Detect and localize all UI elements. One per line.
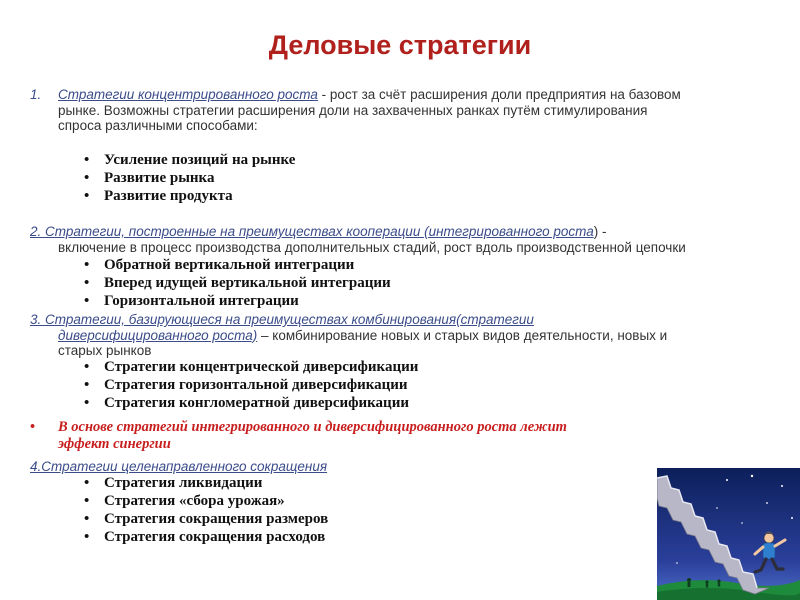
list-item: • Усиление позиций на рынке — [104, 151, 295, 169]
section-2-tail: ) - — [593, 224, 607, 239]
page-title: Деловые стратегии — [268, 30, 532, 60]
section-4-header: 4.Стратегии целенаправленного сокращения — [30, 459, 328, 474]
section-2-list — [104, 256, 391, 310]
section-3-text-1: – комбинирование новых и старых видов деятельности, новых и — [257, 327, 668, 343]
section-1-text-3: спроса различными способами: — [58, 118, 258, 133]
list-item: • Развитие рынка — [104, 169, 295, 187]
synergy-bullet: • — [30, 419, 36, 435]
section-3-list — [104, 358, 418, 412]
section-3 — [30, 312, 775, 359]
section-3-header-1: 3. Стратегии, базирующиеся на преимуществах комбинирования(стратегии — [30, 312, 534, 327]
synergy-line-1: В основе стратегий интегрированного и диверсифицированного роста лежит — [58, 419, 567, 435]
list-item: • Стратегия «сбора урожая» — [104, 492, 328, 510]
section-3-text-2: старых рынков — [58, 343, 152, 358]
list-item: • Стратегии концентрической диверсификации — [104, 358, 418, 376]
list-item: • Стратегия горизонтальной диверсификации — [104, 376, 418, 394]
list-item: • Стратегия сокращения расходов — [104, 528, 328, 546]
list-item: • Стратегия ликвидации — [104, 474, 328, 492]
section-2-text: включение в процесс производства дополнительных стадий, рост вдоль производственной цепочки — [58, 239, 686, 255]
section-1-text-2: рынке. Возможны стратегии расширения доли на захваченных ранках путём стимулирования — [58, 102, 648, 118]
section-1-number: 1. — [30, 87, 42, 102]
section-3-header-2: диверсифицированного роста) — [58, 327, 258, 343]
list-item: • Обратной вертикальной интеграции — [104, 256, 391, 274]
list-item: • Стратегия сокращения размеров — [104, 510, 328, 528]
section-1 — [30, 87, 775, 134]
section-1-header: Стратегии концентрированного роста — [58, 87, 318, 102]
section-4-list — [104, 474, 328, 546]
list-item: • Стратегия конгломератной диверсификации — [104, 394, 418, 412]
stairs-climber-illustration — [657, 468, 800, 600]
section-2-header: 2. Стратегии, построенные на преимуществах кооперации (интегрированного роста — [30, 224, 594, 239]
synergy-line-2: эффект синергии — [58, 436, 171, 452]
list-item: • Вперед идущей вертикальной интеграции — [104, 274, 391, 292]
section-1-list — [104, 151, 295, 205]
section-2 — [30, 224, 775, 255]
list-item: • Горизонтальной интеграции — [104, 292, 391, 310]
section-1-text-1: - рост за счёт расширения доли предприятия на базовом — [317, 87, 681, 102]
list-item: • Развитие продукта — [104, 187, 295, 205]
synergy-note — [30, 419, 750, 453]
